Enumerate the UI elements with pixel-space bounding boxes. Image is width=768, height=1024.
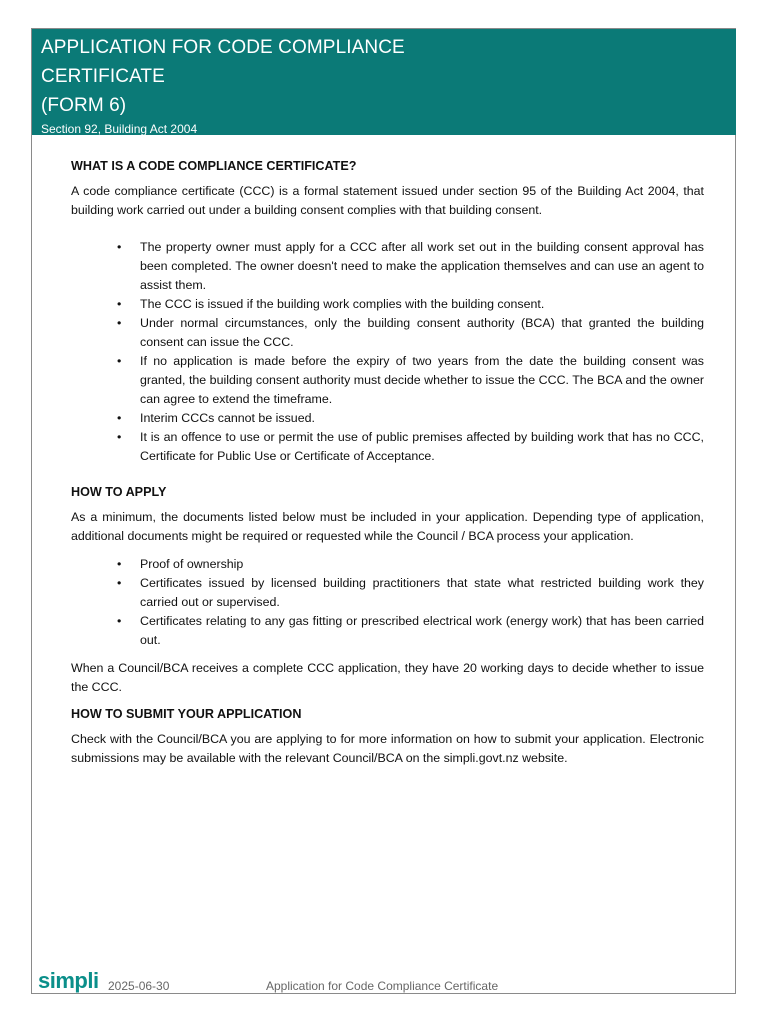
list-item [117, 314, 704, 352]
section-apply-bullet-list [71, 555, 704, 650]
bullet-icon: • [117, 240, 122, 254]
bullet-icon: • [117, 614, 122, 628]
bullet-icon: • [117, 411, 122, 425]
list-item [117, 352, 704, 409]
section-apply-closing: When a Council/BCA receives a complete CCC application, they have 20 working days to decide whether to issue the CCC. [71, 661, 704, 694]
list-item [117, 555, 704, 574]
list-item-text: It is an offence to use or permit the use of public premises affected by building work that has no CCC, Certificate for Public Use or Certificate of Acceptance. [140, 430, 704, 463]
list-item-text: Interim CCCs cannot be issued. [140, 411, 315, 425]
list-item-text: The property owner must apply for a CCC after all work set out in the building consent approval has been completed. The owner doesn't need to make the application themselves and can use an agent to assist them. [140, 240, 704, 292]
list-item [117, 409, 704, 428]
bullet-icon: • [117, 316, 122, 330]
bullet-icon: • [117, 576, 122, 590]
list-item-text: Certificates relating to any gas fitting or prescribed electrical work (energy work) that has been carried out. [140, 614, 704, 647]
bullet-icon: • [117, 430, 122, 444]
list-item-text: Certificates issued by licensed building practitioners that state what restricted building work they carried out or supervised. [140, 576, 704, 609]
simpli-logo: simpli [38, 968, 99, 993]
footer-date: 2025-06-30 [108, 979, 170, 993]
form-subtitle: Section 92, Building Act 2004 [41, 122, 198, 136]
list-item [117, 612, 704, 650]
bullet-icon: • [117, 557, 122, 571]
bullet-icon: • [117, 354, 122, 368]
list-item [117, 428, 704, 466]
form-title-line-1: APPLICATION FOR CODE COMPLIANCE [41, 37, 405, 58]
section-heading-what: WHAT IS A CODE COMPLIANCE CERTIFICATE? [71, 159, 357, 173]
section-submit-body: Check with the Council/BCA you are applying to for more information on how to submit your application. Electronic submissions may be available with the relevant Council/BCA on the simpli.govt.nz website. [71, 732, 704, 765]
bullet-icon: • [117, 297, 122, 311]
section-apply-intro: As a minimum, the documents listed below must be included in your application. Depending type of application, additional documents might be required or requested while the Council / BCA process your application. [71, 510, 704, 543]
list-item-text: If no application is made before the expiry of two years from the date the building consent was granted, the building consent authority must decide whether to issue the CCC. The BCA and the owner can agree to extend the timeframe. [140, 354, 704, 406]
list-item [117, 238, 704, 295]
list-item-text: The CCC is issued if the building work complies with the building consent. [140, 297, 545, 311]
list-item-text: Under normal circumstances, only the building consent authority (BCA) that granted the building consent can issue the CCC. [140, 316, 704, 349]
section-heading-submit: HOW TO SUBMIT YOUR APPLICATION [71, 707, 302, 721]
form-title-line-3: (FORM 6) [41, 95, 127, 116]
section-heading-apply: HOW TO APPLY [71, 485, 167, 499]
list-item-text: Proof of ownership [140, 557, 244, 571]
footer-document-title: Application for Code Compliance Certificate [266, 979, 499, 993]
section-what-intro: A code compliance certificate (CCC) is a formal statement issued under section 95 of the Building Act 2004, that building work carried out under a building consent complies with that building consent. [71, 184, 704, 217]
form-header [32, 29, 736, 135]
section-what-bullet-list [71, 238, 704, 466]
list-item [117, 295, 704, 314]
form-title-line-2: CERTIFICATE [41, 66, 165, 87]
list-item [117, 574, 704, 612]
document-body [71, 158, 704, 768]
